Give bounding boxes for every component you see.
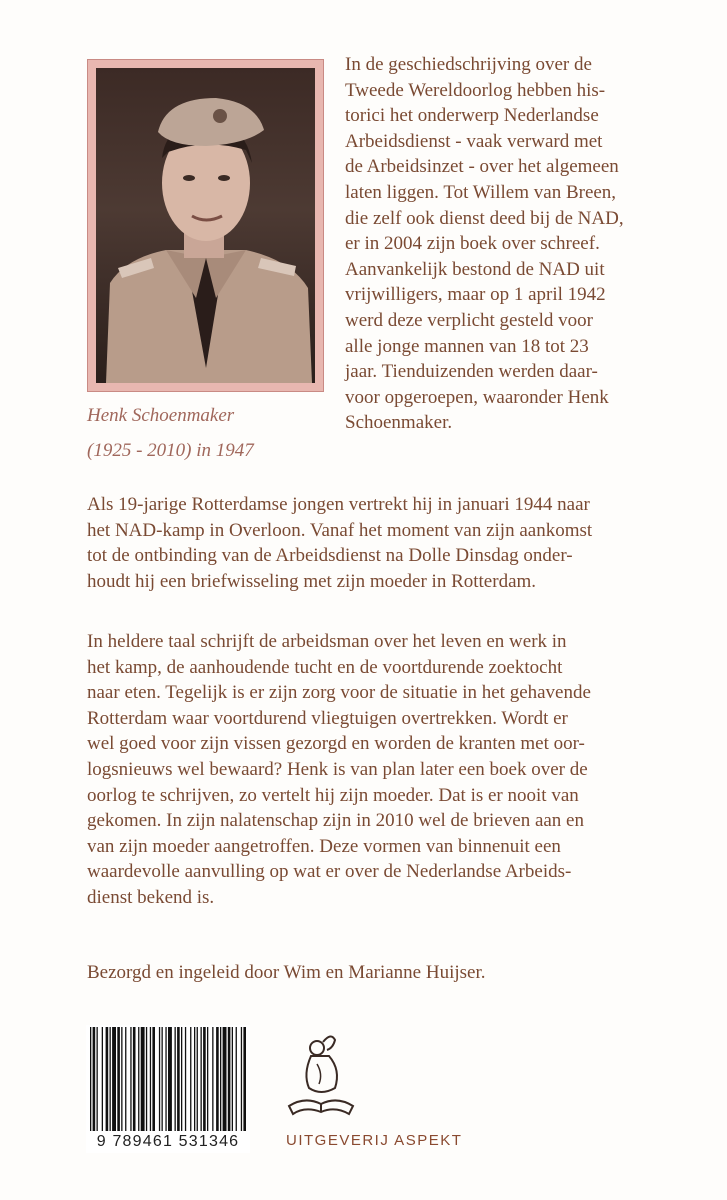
intro-paragraph — [345, 52, 690, 436]
barcode-bar — [175, 1027, 176, 1131]
barcode-bar — [165, 1027, 166, 1131]
barcode-bar — [141, 1027, 145, 1131]
text-line: het NAD-kamp in Overloon. Vanaf het moment van zijn aankomst — [87, 519, 593, 541]
barcode-bar — [236, 1027, 237, 1131]
body-paragraph-letters — [87, 629, 687, 911]
barcode-bar — [133, 1027, 136, 1131]
barcode-bar — [197, 1027, 198, 1131]
text-line: naar eten. Tegelijk is er zijn zorg voor de situatie in het gehavende — [87, 682, 591, 704]
barcode-bar — [138, 1027, 139, 1131]
text-line: In heldere taal schrijft de arbeidsman over het leven en werk in — [87, 631, 567, 652]
text-line: voor opgeroepen, waaronder Henk — [345, 386, 609, 408]
barcode-bar — [177, 1027, 180, 1131]
text-line: logsnieuws wel bewaard? Henk is van plan later een boek over de — [87, 758, 588, 780]
barcode-bar — [241, 1027, 242, 1131]
photo-caption-name: Henk Schoenmaker — [87, 405, 235, 426]
text-line: dienst bekend is. — [87, 886, 215, 908]
text-line: het kamp, de aanhoudende tucht en de voortdurende zoektocht — [87, 656, 563, 678]
text-line: torici het onderwerp Nederlandse — [345, 105, 599, 127]
barcode-bar — [110, 1027, 111, 1131]
text-line: de Arbeidsinzet - over het algemeen — [345, 156, 619, 178]
barcode-bar — [117, 1027, 120, 1131]
barcode-bar — [207, 1027, 208, 1131]
barcode-bar — [90, 1027, 91, 1131]
publisher-name: UITGEVERIJ ASPEKT — [286, 1132, 463, 1149]
barcode-bar — [223, 1027, 227, 1131]
text-line: jaar. Tienduizenden werden daar- — [345, 361, 598, 383]
barcode-bar — [228, 1027, 231, 1131]
barcode-bar — [162, 1027, 163, 1131]
text-line: van zijn moeder aangetroffen. Deze vormen van binnenuit een — [87, 835, 561, 857]
barcode-bar — [106, 1027, 109, 1131]
text-line: alle jonge mannen van 18 tot 23 — [345, 335, 589, 357]
barcode-bar — [232, 1027, 233, 1131]
text-line: Arbeidsdienst - vaak verward met — [345, 130, 603, 152]
text-line: Als 19-jarige Rotterdamse jongen vertrekt hij in januari 1944 naar — [87, 494, 590, 515]
text-line: tot de ontbinding van de Arbeidsdienst na Dolle Dinsdag onder- — [87, 545, 573, 567]
barcode-bar — [159, 1027, 160, 1131]
barcode-bar — [112, 1027, 116, 1131]
barcode-bar — [216, 1027, 219, 1131]
barcode-bar — [212, 1027, 213, 1131]
publisher-logo-icon — [283, 1030, 363, 1120]
barcode-bar — [190, 1027, 191, 1131]
barcode-bar — [194, 1027, 195, 1131]
text-line: werd deze verplicht gesteld voor — [345, 309, 593, 331]
barcode-bar — [168, 1027, 172, 1131]
barcode-bar — [130, 1027, 131, 1131]
barcode-bar — [203, 1027, 206, 1131]
barcode-bar — [97, 1027, 98, 1131]
text-line: Tweede Wereldoorlog hebben his- — [345, 79, 606, 101]
isbn-number: 9 789461 531346 — [96, 1133, 240, 1150]
photo-caption-dates: (1925 - 2010) in 1947 — [87, 440, 254, 461]
text-line: Aanvankelijk bestond de NAD uit — [345, 258, 605, 280]
barcode-bar — [185, 1027, 186, 1131]
barcode-bar — [152, 1027, 155, 1131]
text-line: er in 2004 zijn boek over schreef. — [345, 233, 600, 255]
barcode-bars — [86, 1025, 250, 1131]
barcode-bar — [201, 1027, 202, 1131]
text-line: Rotterdam waar voortdurend vliegtuigen overtrekken. Wordt er — [87, 707, 568, 729]
editor-credit: Bezorgd en ingeleid door Wim en Marianne Huijser. — [87, 962, 486, 983]
text-line: die zelf ook dienst deed bij de NAD, — [345, 207, 624, 229]
text-line: wel goed voor zijn vissen gezorgd en worden de kranten met oor- — [87, 733, 585, 755]
barcode-bar — [121, 1027, 122, 1131]
text-line: gekomen. In zijn nalatenschap zijn in 2010 wel de brieven aan en — [87, 810, 584, 832]
author-photo — [96, 68, 315, 383]
portrait-illustration — [96, 68, 315, 383]
body-paragraph-journey — [87, 492, 687, 594]
author-photo-frame — [87, 59, 324, 392]
barcode-bar — [93, 1027, 96, 1131]
text-line: oorlog te schrijven, zo vertelt hij zijn moeder. Dat is er nooit van — [87, 784, 579, 806]
barcode-bar — [146, 1027, 147, 1131]
barcode-bar — [125, 1027, 126, 1131]
text-line: houdt hij een briefwisseling met zijn moeder in Rotterdam. — [87, 570, 537, 592]
barcode-bar — [181, 1027, 182, 1131]
text-line: Schoenmaker. — [345, 412, 453, 434]
barcode-bar — [243, 1027, 246, 1131]
barcode-bar — [102, 1027, 103, 1131]
text-line: vrijwilligers, maar op 1 april 1942 — [345, 284, 606, 306]
text-line: laten liggen. Tot Willem van Breen, — [345, 181, 617, 203]
text-line: waardevolle aanvulling op wat er over de Nederlandse Arbeids- — [87, 861, 572, 883]
barcode-bar — [220, 1027, 221, 1131]
text-line: In de geschiedschrijving over de — [345, 54, 592, 75]
barcode-bar — [150, 1027, 151, 1131]
